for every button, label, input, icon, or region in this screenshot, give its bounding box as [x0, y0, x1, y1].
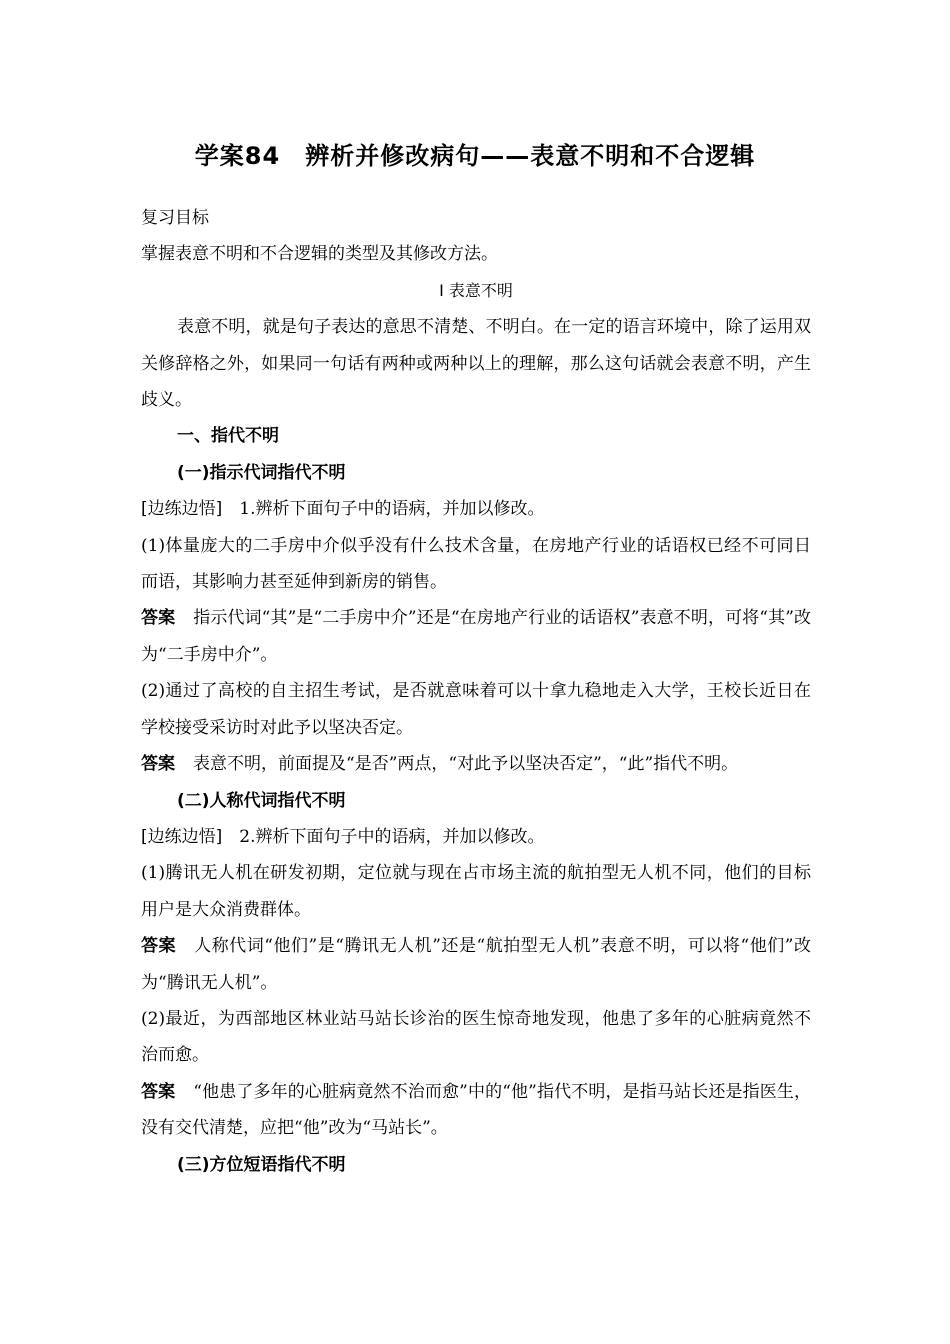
document-body: [141, 200, 811, 1183]
answer-text: 人称代词“他们”是“腾讯无人机”还是“航拍型无人机”表意不明，可以将“他们”改为“腾讯无人机”。: [141, 936, 811, 993]
answer-1-2: [141, 746, 811, 782]
answer-1-1: [141, 600, 811, 673]
answer-label: 答案: [141, 936, 177, 957]
question-1-2: (2)通过了高校的自主招生考试，是否就意味着可以十拿九稳地走入大学，王校长近日在学校接受采访时对此予以坚决否定。: [141, 681, 811, 738]
section-title: Ⅰ 表意不明: [439, 280, 513, 300]
practice-1: [141, 491, 811, 527]
answer-label: 答案: [141, 1081, 176, 1102]
practice-tag: [边练边悟]: [141, 499, 223, 520]
page-title: 学案84 辨析并修改病句——表意不明和不合逻辑: [194, 142, 756, 170]
question-1-1: (1)体量庞大的二手房中介似乎没有什么技术含量，在房地产行业的话语权已经不可同日而语，其影响力甚至延伸到新房的销售。: [141, 535, 811, 593]
subheading-2: (二)人称代词指代不明: [177, 790, 346, 811]
practice-instruction: 1.辨析下面句子中的语病，并加以修改。: [239, 499, 545, 520]
goal-heading: 复习目标: [141, 208, 209, 228]
practice-tag: [边练边悟]: [141, 826, 223, 847]
practice-instruction: 2.辨析下面句子中的语病，并加以修改。: [239, 826, 545, 847]
answer-label: 答案: [141, 754, 175, 775]
answer-text: “他患了多年的心脏病竟然不治而愈”中的“他”指代不明，是指马站长还是指医生，没有交代清楚，应把“他”改为“马站长”。: [141, 1081, 812, 1139]
answer-label: 答案: [141, 608, 176, 629]
answer-text: 表意不明，前面提及“是否”两点，“对此予以坚决否定”，“此”指代不明。: [193, 754, 739, 775]
answer-2-2: [141, 1074, 811, 1147]
answer-text: 指示代词“其”是“二手房中介”还是“在房地产行业的话语权”表意不明，可将“其”改为“二手房中介”。: [141, 608, 811, 665]
subheading-1: (一)指示代词指代不明: [177, 462, 346, 483]
question-2-1: (1)腾讯无人机在研发初期，定位就与现在占市场主流的航拍型无人机不同，他们的目标用户是大众消费群体。: [141, 863, 811, 920]
question-2-2: (2)最近，为西部地区林业站马站长诊治的医生惊奇地发现，他患了多年的心脏病竟然不治而愈。: [141, 1008, 811, 1066]
subheading-3: (三)方位短语指代不明: [177, 1154, 346, 1175]
answer-2-1: [141, 928, 811, 1001]
goal-text: 掌握表意不明和不合逻辑的类型及其修改方法。: [141, 244, 498, 265]
practice-2: [141, 819, 811, 855]
heading-1: 一、指代不明: [177, 426, 279, 447]
intro-paragraph: 表意不明，就是句子表达的意思不清楚、不明白。在一定的语言环境中，除了运用双关修辞格之外，如果同一句话有两种或两种以上的理解，那么这句话就会表意不明，产生歧义。: [141, 317, 811, 411]
